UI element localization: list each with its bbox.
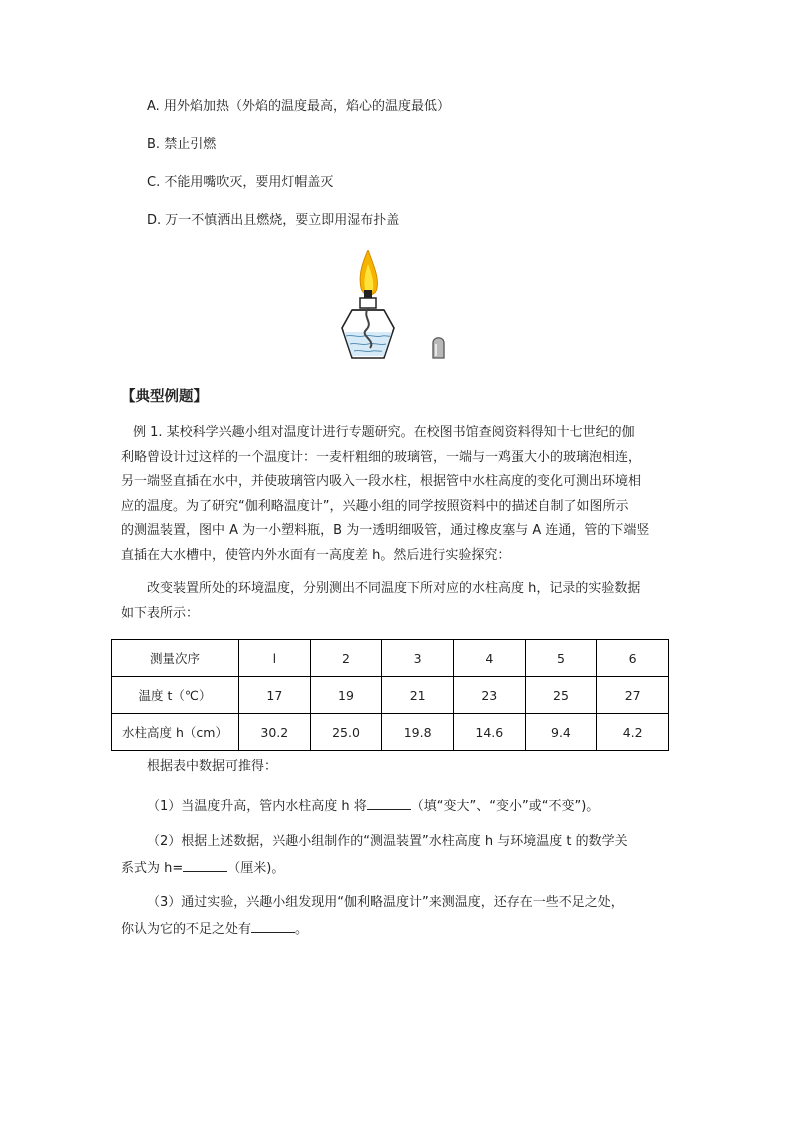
row-label: 测量次序: [112, 640, 239, 677]
option-text: 用外焰加热（外焰的温度最高，焰心的温度最低）: [163, 99, 450, 114]
table-cell: 21: [382, 677, 454, 714]
example-line: 直插在大水槽中，使管内外水面有一高度差 h。然后进行实验探究：: [121, 547, 511, 563]
table-row: [112, 640, 669, 677]
table-cell: 23: [453, 677, 525, 714]
table-cell: 9.4: [525, 714, 597, 751]
option-text: 不能用嘴吹灭，要用灯帽盖灭: [164, 175, 334, 190]
table-cell: 25.0: [310, 714, 382, 751]
table-cell: 19.8: [382, 714, 454, 751]
option-letter: C.: [147, 175, 161, 190]
table-cell: 17: [239, 677, 311, 714]
question-1: [147, 795, 599, 816]
option-a: [147, 98, 450, 116]
example-line: 的测温装置，图中 A 为一小塑料瓶，B 为一透明细吸管，通过橡皮塞与 A 连通，管的下端竖: [121, 523, 650, 538]
data-table: [111, 639, 669, 751]
option-letter: D.: [147, 213, 162, 228]
option-letter: B.: [147, 137, 161, 152]
table-cell: 2: [310, 640, 382, 677]
lamp-neck: [360, 298, 376, 308]
answer-blank[interactable]: [251, 918, 295, 933]
option-letter: A.: [147, 99, 160, 114]
table-cell: 3: [382, 640, 454, 677]
question-2-suffix: （厘米)。: [227, 861, 285, 876]
question-3-line-2: [121, 918, 308, 939]
lamp-cap: [433, 338, 444, 358]
question-3-prefix: 你认为它的不足之处有: [121, 922, 252, 937]
section-title: 【典型例题】: [121, 389, 208, 405]
intro-line-2: 如下表所示：: [121, 606, 200, 621]
table-cell: 4: [453, 640, 525, 677]
example-line: 例 1. 某校科学兴趣小组对温度计进行专题研究。在校图书馆查阅资料得知十七世纪的伽: [133, 425, 635, 440]
table-cell: 25: [525, 677, 597, 714]
alcohol-lamp-icon: [330, 250, 460, 362]
table-cell: l: [239, 640, 311, 677]
alcohol-lamp-figure: [330, 250, 460, 362]
option-text: 禁止引燃: [164, 137, 217, 152]
table-cell: 30.2: [239, 714, 311, 751]
question-1-suffix: （填“变大”、“变小”或“不变”)。: [410, 799, 600, 814]
question-1-prefix: （1）当温度升高，管内水柱高度 h 将: [147, 799, 367, 814]
question-3-line-1: （3）通过实验，兴趣小组发现用“伽利略温度计”来测温度，还存在一些不足之处，: [147, 895, 624, 910]
table-row: [112, 677, 669, 714]
example-paragraph: [121, 421, 689, 568]
table-cell: 19: [310, 677, 382, 714]
example-line: 另一端竖直插在水中，并使玻璃管内吸入一段水柱，根据管中水柱高度的变化可测出环境相: [121, 474, 642, 489]
question-3-suffix: 。: [295, 922, 309, 937]
answer-blank[interactable]: [367, 795, 411, 810]
answer-blank[interactable]: [183, 857, 227, 872]
example-line: 利略曾设计过这样的一个温度计：一麦杆粗细的玻璃管，一端与一鸡蛋大小的玻璃泡相连，: [121, 449, 642, 465]
question-2-line-1: （2）根据上述数据，兴趣小组制作的“测温装置”水柱高度 h 与环境温度 t 的数学关: [147, 834, 628, 849]
table-row: [112, 714, 669, 751]
intro-line-1: 改变装置所处的环境温度，分别测出不同温度下所对应的水柱高度 h，记录的实验数据: [147, 581, 641, 596]
table-cell: 27: [597, 677, 669, 714]
table-cell: 4.2: [597, 714, 669, 751]
option-d: [147, 212, 399, 230]
question-2-prefix: 系式为 h=: [121, 861, 184, 876]
option-b: [147, 136, 216, 154]
table-cell: 6: [597, 640, 669, 677]
question-2-line-2: [121, 857, 284, 878]
example-line: 应的温度。为了研究“伽利略温度计”，兴趣小组的同学按照资料中的描述自制了如图所示: [121, 498, 629, 514]
option-c: [147, 174, 333, 192]
row-label: 温度 t（℃）: [112, 677, 239, 714]
infer-text: 根据表中数据可推得：: [147, 759, 278, 774]
option-text: 万一不慎洒出且燃烧，要立即用湿布扑盖: [165, 213, 400, 228]
table-cell: 14.6: [453, 714, 525, 751]
table-cell: 5: [525, 640, 597, 677]
row-label: 水柱高度 h（cm）: [112, 714, 239, 751]
